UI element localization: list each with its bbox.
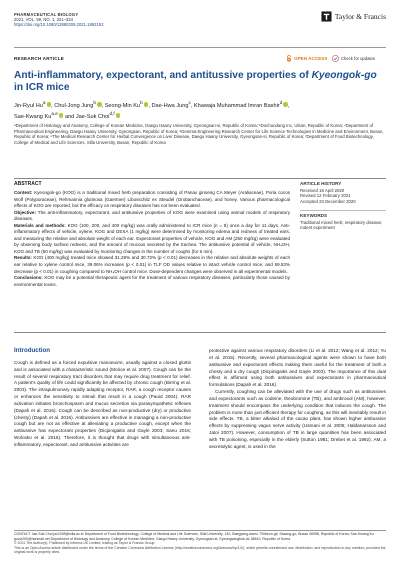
journal-issue: 2021, VOL. 59, NO. 1, 321–334: [14, 17, 73, 23]
section-heading-introduction: Introduction: [14, 347, 51, 354]
history-accepted: Accepted 23 December 2020: [300, 198, 356, 204]
author[interactable]: Sae-Kwang Ku: [14, 113, 52, 120]
article-history: [300, 181, 386, 204]
keywords-text: Traditional mixed herb; respiratory disease; rodent experiment: [300, 219, 383, 231]
intro-paragraph-2: protective against various respiratory disorders (Li et al. 2012; Wang et al. 2012; Yu et al. 2015). Recently, several pharmacological agents were shown to have both antitussive and expectorant effects making them useful for the treatment of both a chesty and a dry cough (Dicpinigaitis and Gayle 2003). The importance of this dual effect is affirmed using both antitussives and expectorants in pharmaceutical formulations (Dapah et al. 2016).: [209, 348, 386, 388]
contact-info: CONTACT Jae-Suk Choi jsc1008@silla.ac.kr Department of Food Biotechnology, College of Medical and Life Sciences, Silla University, 140, Baegyang-daero 700beon-gil, Sasang-gu, Busan 46958, Republic of Korea; Sae-Kwang Ku gucci200@hanmail.net Department of Histology and Anatomy, College of Korean Medicine, Daegu Haany University, Gyeongsan-si, Gyeongsangbuk-do 38610, Republic of Korea: [14, 532, 374, 541]
author[interactable]: , Seong-Min Ku: [101, 102, 141, 109]
abstract-results: KOG (400 mg/kg) treated mice showed 31.29% and 30.72% (p < 0.01) decreases in the relative and absolute weights of each ear relative to xylene control mice, 39.06% increases (p < 0.01) in TLF OD values relative to intact vehicle control mice, and 59.53% decrease (p < 0.01) in coughing compared to NH₄OH control mice. Dose-dependent changes were observed in all experimental models.: [14, 255, 290, 274]
open-lock-icon: [286, 55, 292, 62]
history-received: Received 16 April 2020: [300, 187, 345, 193]
abstract-objective: The anti-inflammatory, expectorant, and antitussive properties of KOG were examined using animal models of respiratory diseases.: [14, 209, 290, 222]
abstract-context: Kyeongok-go (KOG) is a traditional mixed herb preparation consisting of Panax ginseng CA Meyer (Araliaceae), Poria cocos Wolf (Polyporaceae), Rehmannia glutinosa (Gaertner) Libosschitz ex Steudel (Orobanchaceae), and honey. Various pharmacological effects of KOG are reported, but the efficacy on respiratory diseases has not been evaluated.: [14, 190, 290, 209]
author-list: Jin-Ryul Hu$^a$, Chul-Jong Jung$^b$, Seong-Min Ku$^b$, Dae-Hwa Jung$^c$, Khawaja Muhammad Imran Bashir$^d$, Sae-Kwang Ku$^{a,e}$ and Jae-Suk Choi$^{d,f}$: [14, 100, 290, 120]
author[interactable]: , Chul-Jong Jung: [51, 102, 94, 109]
abstract-conclusions: KOG may be a potential therapeutic agent for the treatment of various respiratory diseases, particularly those caused by environmental toxins.: [14, 275, 290, 287]
keywords-heading: KEYWORDS: [300, 213, 328, 218]
check-updates[interactable]: [332, 55, 375, 62]
abstract-methods-label: Materials and methods:: [14, 222, 66, 228]
open-access-badge: [286, 55, 327, 62]
license: This is an Open Access article distributed under the terms of the Creative Commons Attribution License (http://creativecommons.org/licenses/by/4.0/), which permits unrestricted use, distribution, and reproduction in any medium, provided the original work is properly cited.: [14, 545, 386, 555]
author[interactable]: , Khawaja Muhammad Imran Bashir: [190, 102, 280, 109]
page-footer: [14, 532, 386, 555]
check-updates-label: Check for updates: [341, 56, 375, 61]
title-text-end: in ICR mice: [14, 82, 70, 94]
keywords: [300, 213, 386, 231]
abstract-body: [14, 190, 290, 288]
header-divider: [14, 47, 386, 48]
abstract-heading: ABSTRACT: [14, 181, 42, 187]
publisher-logo-icon: [321, 11, 332, 22]
history-heading: ARTICLE HISTORY: [300, 181, 342, 186]
abstract-conclusions-label: Conclusions:: [14, 275, 43, 281]
author[interactable]: , Dae-Hwa Jung: [148, 102, 189, 109]
author[interactable]: and Jae-Suk Choi: [63, 113, 110, 120]
history-revised: Revised 12 February 2021: [300, 193, 351, 199]
body-column-right: [209, 348, 386, 451]
orcid-icon[interactable]: [116, 113, 121, 118]
abstract-results-label: Results:: [14, 255, 32, 261]
footer-divider: [14, 530, 386, 531]
journal-info: [14, 12, 103, 28]
affiliations: ᵃDepartment of Histology and Anatomy, College of Korean Medicine, Daegu Haany University, Gyeongsan-si, Republic of Korea; ᵇDochundang Inc, Ulsan, Republic of Korea; ᶜDepartment of Pharmaceutical Engineering, Daegu Haany University, Gyeongsan, Republic of Korea; ᵈGemma Engineering Research Center for Life Science Technologies in Medicine and Environment, Busan, Republic of Korea; ᵉThe Medical Research Center for Herbal Convergence on Liver Disease, Daegu Haany University, Gyeongsan-si, Republic of Korea; ᶠDepartment of Food Biotechnology, College of Medical and Life Sciences, Silla University, Busan, Republic of Korea: [14, 123, 384, 145]
journal-doi[interactable]: https://doi.org/10.1080/13880209.2021.1892153: [14, 22, 104, 28]
intro-paragraph-3: Currently, coughing can be alleviated with the use of drugs such as antitussives and expectorants such as codeine, theobromine (TB), and ambroxol (AM); however, treatment should encompass the underlying condition that induces the cough. The problem is more than just efficient therapy for coughing, as this will inevitably result in side effects. TB, a bitter alkaloid of the cacao plant, has shown higher antitussive effects by suppressing vagus nerve activity (Usmani et al. 2005; Haldanarsson and Jatoi 2007). However, consumption of TB in large quantities has been associated with TB poisoning, especially in the elderly (Sutton 1981; Drebet et al. 1992). AM, a secretolytic agent, is used in the: [209, 389, 386, 449]
abstract-context-label: Context:: [14, 190, 33, 195]
title-text: Anti-inflammatory, expectorant, and antitussive properties of: [14, 70, 312, 81]
article-title: [14, 70, 386, 95]
abstract-box: [14, 178, 386, 333]
keywords-divider: [300, 210, 386, 211]
check-updates-icon: [332, 55, 339, 62]
article-type: RESEARCH ARTICLE: [14, 56, 64, 61]
journal-name: PHARMACEUTICAL BIOLOGY: [14, 12, 79, 17]
intro-paragraph-1: Cough is defined as a forced expulsive manoeuvre, usually against a closed glottis and is associated with a characteristic sound (Morice et al. 2007). Cough can be the result of several respiratory tract disorders that may require drug treatment for relief. A patient's quality of life could significantly be affected by chronic cough (Birring et al. 2003). The intrapulmonary rapidly adapting receptor, RAR, a cough receptor causes or enhances the sensitivity to stimuli that result in a cough (Paoid 2004). RAR activation initiates bronchospasm and mucus secretion via parasympathetic reflexes (Dapah et al. 2016). Cough can be described as non-productive (dry) or productive (chesty) (Dapah et al. 2016). Antitussives are effective in managing a non-productive cough but are not as effective at alleviating a productive cough, except when the antitussive has expectorant properties (Dicpinigaitis and Gayle 2003; Sanu 2016; Wolosko et al. 2016). Therefore, it is thought that drugs with simultaneous anti-inflammatory, expectorant, and antitussive activities are: [14, 359, 191, 447]
abstract-objective-label: Objective:: [14, 209, 36, 215]
author[interactable]: Jin-Ryul Hu: [14, 102, 43, 109]
comma: ,: [287, 102, 290, 109]
open-access-label: OPEN ACCESS: [294, 56, 328, 61]
publisher-logo: [321, 11, 386, 22]
publisher-name: Taylor & Francis: [334, 12, 386, 21]
copyright: © 2021 The Author(s). Published by Informa UK Limited, trading as Taylor & Francis Group.: [14, 541, 156, 546]
abstract-methods: KOG (100, 200, and 400 mg/kg) was orally administered to ICR mice (n = 8) once a day for 11 days. Anti-inflammatory effects of vehicle, xylene, KOG and DEXA (1 mg/kg) were determined by monitoring edema and redness of treated ears, and measuring the relative and absolute weight of each ear. Expectorant properties of vehicle, KOG and AM (250 mg/kg) were evaluated by observing body surface redness, and the amount of mucous secreted by the trachea. The antitussive potential of vehicle, NH₄OH, KOG and TB (50 mg/kg) was evaluated by monitoring changes in the number of coughs (for 6 min).: [14, 222, 290, 254]
body-column-left: [14, 348, 191, 449]
title-italic: Kyeongok-go: [311, 70, 377, 81]
